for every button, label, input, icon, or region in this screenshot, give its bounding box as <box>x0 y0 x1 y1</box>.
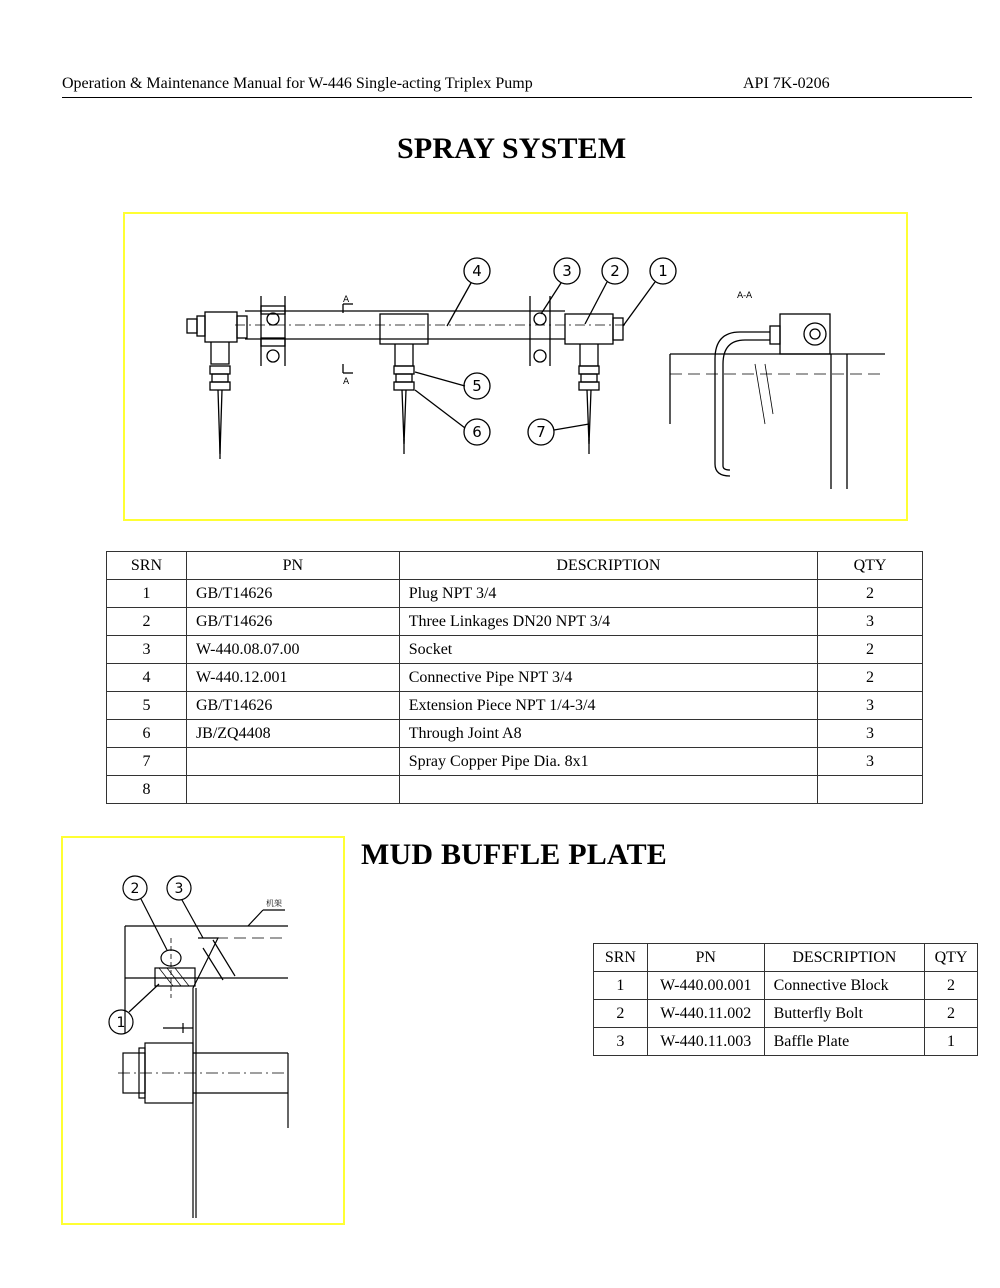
col-header-pn: PN <box>186 552 399 580</box>
section-mark-bottom: A <box>343 377 350 387</box>
cell-srn: 8 <box>107 776 187 804</box>
cell-qty: 2 <box>818 580 923 608</box>
cell-srn: 3 <box>594 1028 648 1056</box>
table-row <box>107 608 923 636</box>
cell-qty: 3 <box>818 692 923 720</box>
cell-description: Three Linkages DN20 NPT 3/4 <box>399 608 817 636</box>
mud-callout-3: 3 <box>174 881 184 897</box>
cell-srn: 6 <box>107 720 187 748</box>
cell-pn: W-440.08.07.00 <box>186 636 399 664</box>
col-header-qty: QTY <box>818 552 923 580</box>
col-header-srn: SRN <box>594 944 648 972</box>
spray-callout-6: 6 <box>472 423 482 441</box>
cell-pn <box>186 748 399 776</box>
cell-pn: W-440.12.001 <box>186 664 399 692</box>
table-row <box>107 692 923 720</box>
spray-callout-7: 7 <box>536 423 546 441</box>
col-header-description: DESCRIPTION <box>399 552 817 580</box>
cell-description: Baffle Plate <box>764 1028 925 1056</box>
mud-callout-2: 2 <box>130 881 140 897</box>
cell-qty: 3 <box>818 608 923 636</box>
cell-description <box>399 776 817 804</box>
cell-pn: W-440.11.002 <box>647 1000 764 1028</box>
cell-pn: GB/T14626 <box>186 580 399 608</box>
cell-srn: 4 <box>107 664 187 692</box>
page-header <box>62 75 972 98</box>
section-mark-top: A <box>343 295 350 305</box>
cell-qty: 3 <box>818 748 923 776</box>
cell-srn: 1 <box>107 580 187 608</box>
cell-pn <box>186 776 399 804</box>
spray-system-drawing <box>123 212 908 521</box>
cell-srn: 2 <box>107 608 187 636</box>
frame-label: 机架 <box>266 899 282 908</box>
table-row <box>107 664 923 692</box>
table-row <box>107 580 923 608</box>
cell-description: Through Joint A8 <box>399 720 817 748</box>
spray-callout-1: 1 <box>658 262 668 280</box>
cell-description: Extension Piece NPT 1/4-3/4 <box>399 692 817 720</box>
cell-srn: 5 <box>107 692 187 720</box>
spray-callout-2: 2 <box>610 262 620 280</box>
mud-buffle-plate-title: MUD BUFFLE PLATE <box>361 838 667 871</box>
mud-parts-table <box>593 943 978 1056</box>
cell-description: Butterfly Bolt <box>764 1000 925 1028</box>
col-header-srn: SRN <box>107 552 187 580</box>
table-row <box>107 776 923 804</box>
table-row <box>594 972 978 1000</box>
col-header-qty: QTY <box>925 944 978 972</box>
table-header-row <box>107 552 923 580</box>
cell-description: Connective Block <box>764 972 925 1000</box>
spray-callout-5: 5 <box>472 377 482 395</box>
table-row <box>594 1028 978 1056</box>
table-header-row <box>594 944 978 972</box>
cell-qty: 1 <box>925 1028 978 1056</box>
mud-callout-1: 1 <box>116 1015 126 1031</box>
cell-qty <box>818 776 923 804</box>
section-view-label: A-A <box>737 291 753 301</box>
table-row <box>107 720 923 748</box>
cell-srn: 2 <box>594 1000 648 1028</box>
cell-pn: JB/ZQ4408 <box>186 720 399 748</box>
cell-description: Connective Pipe NPT 3/4 <box>399 664 817 692</box>
cell-description: Socket <box>399 636 817 664</box>
table-row <box>107 636 923 664</box>
cell-pn: W-440.11.003 <box>647 1028 764 1056</box>
cell-qty: 3 <box>818 720 923 748</box>
mud-buffle-svg <box>63 838 343 1223</box>
col-header-description: DESCRIPTION <box>764 944 925 972</box>
cell-pn: GB/T14626 <box>186 608 399 636</box>
cell-srn: 3 <box>107 636 187 664</box>
cell-qty: 2 <box>925 1000 978 1028</box>
cell-description: Plug NPT 3/4 <box>399 580 817 608</box>
cell-srn: 7 <box>107 748 187 776</box>
header-manual-title: Operation & Maintenance Manual for W-446 Single-acting Triplex Pump <box>62 75 533 92</box>
cell-description: Spray Copper Pipe Dia. 8x1 <box>399 748 817 776</box>
spray-system-svg <box>125 214 906 519</box>
table-row <box>594 1000 978 1028</box>
spray-parts-table <box>106 551 923 804</box>
mud-buffle-plate-drawing <box>61 836 345 1225</box>
cell-qty: 2 <box>925 972 978 1000</box>
header-standard-code: API 7K-0206 <box>743 75 830 92</box>
cell-pn: W-440.00.001 <box>647 972 764 1000</box>
spray-callout-3: 3 <box>562 262 572 280</box>
table-row <box>107 748 923 776</box>
spray-callout-4: 4 <box>472 262 482 280</box>
cell-qty: 2 <box>818 636 923 664</box>
cell-srn: 1 <box>594 972 648 1000</box>
spray-system-title: SPRAY SYSTEM <box>397 132 627 165</box>
col-header-pn: PN <box>647 944 764 972</box>
cell-pn: GB/T14626 <box>186 692 399 720</box>
cell-qty: 2 <box>818 664 923 692</box>
